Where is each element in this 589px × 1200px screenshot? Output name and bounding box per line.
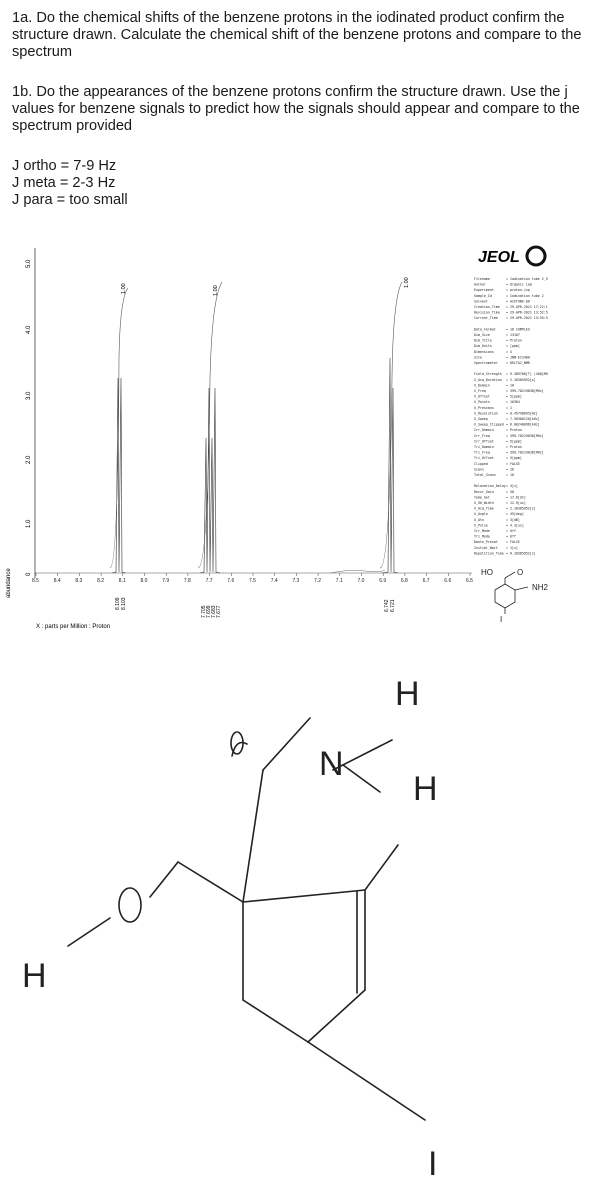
x-tick-label: 7.0 bbox=[357, 578, 365, 584]
metadata-value: = 1[s] bbox=[506, 545, 518, 550]
metadata-value: = 5[ppm] bbox=[506, 439, 522, 444]
metadata-value: = 16 bbox=[506, 473, 514, 477]
peak-label: 8.109 bbox=[115, 597, 121, 610]
metadata-key: X_Resolution bbox=[474, 411, 498, 416]
y-tick: 5.0 bbox=[26, 259, 32, 268]
metadata-value: = FALSE bbox=[506, 461, 520, 466]
metadata-value: = Organic Lab bbox=[506, 282, 532, 287]
x-tick-label: 6.9 bbox=[379, 578, 387, 584]
metadata-key: Irr_Offset bbox=[474, 439, 494, 444]
nmr-spectrum bbox=[0, 238, 589, 648]
metadata-value: = FALSE bbox=[506, 540, 520, 545]
x-tick-label: 7.8 bbox=[183, 578, 191, 584]
x-tick-label: 6.5 bbox=[466, 578, 473, 584]
metadata-key: X_Offset bbox=[474, 394, 490, 399]
metadata-value: = ACETONE-D6 bbox=[506, 299, 530, 304]
metadata-value: = 1 bbox=[506, 405, 512, 410]
metadata-value: = 29-APR-2021 17:22:1 bbox=[506, 305, 548, 309]
metadata-key: Field_Strength bbox=[474, 372, 502, 377]
metadata-value: = Iodination tube 2_9 bbox=[506, 277, 548, 281]
x-tick-label: 8.5 bbox=[32, 578, 39, 584]
metadata-key: Total_Scans bbox=[474, 473, 496, 477]
peak-label: 6.742 bbox=[384, 599, 390, 612]
metadata-value: = 17.6[dC] bbox=[506, 495, 526, 500]
peak-doublet-left bbox=[112, 378, 126, 573]
x-tick-label: 6.6 bbox=[444, 578, 452, 584]
metadata-value: = Iodination tube 2 bbox=[506, 293, 544, 298]
metadata-value: = 5[ppm] bbox=[506, 394, 522, 399]
metadata-key: X_Sweep_Clipped bbox=[474, 422, 504, 427]
x-tick-label: 8.2 bbox=[97, 578, 105, 584]
metadata-key: Spectrometer bbox=[474, 361, 498, 365]
jeol-logo bbox=[478, 247, 545, 266]
x-tick-label: 7.7 bbox=[205, 578, 213, 584]
metadata-key: X_Acq_Duration bbox=[474, 377, 502, 382]
integral-label: 1.00 bbox=[121, 283, 127, 294]
x-axis-label: X : parts per Million : Proton bbox=[36, 624, 111, 630]
metadata-value: = 45[deg] bbox=[506, 512, 524, 517]
question-1b-text: 1b. Do the appearances of the benzene protons confirm the structure drawn. Use the j values for benzene signals to predict how the signals should appear and compare to the spectrum provided bbox=[12, 84, 580, 134]
metadata-value: = JNM-ECS400 bbox=[506, 355, 530, 360]
metadata-key: Author bbox=[474, 282, 486, 287]
metadata-value: = 2.18365952[s] bbox=[506, 506, 536, 511]
metadata-value: = proton.jxp bbox=[506, 288, 530, 293]
y-tick: 4.0 bbox=[26, 325, 32, 334]
y-tick: 3.0 bbox=[26, 391, 32, 400]
metadata-value: = Proton bbox=[506, 428, 522, 433]
metadata-key: Data_Format bbox=[474, 327, 496, 332]
metadata-key: Temp_Get bbox=[474, 495, 490, 500]
x-tick-label: 7.2 bbox=[314, 578, 322, 584]
question-1a-text: 1a. Do the chemical shifts of the benzene protons in the iodinated product confirm the structure drawn. Calculate the chemical shift of the benzene protons and compare to the spectrum bbox=[12, 10, 582, 60]
metadata-key: Dimensions bbox=[474, 349, 494, 354]
metadata-value: = 3[dB] bbox=[506, 517, 520, 522]
inset-label-i: I bbox=[500, 615, 503, 624]
question-1b bbox=[12, 84, 582, 135]
metadata-value: = 16 bbox=[506, 467, 514, 472]
metadata-key: X_Sweep bbox=[474, 417, 488, 421]
x-tick-label: 6.8 bbox=[400, 578, 408, 584]
metadata-key: Relaxation_Delay bbox=[474, 484, 506, 489]
peak-label: 8.103 bbox=[121, 597, 127, 610]
metadata-key: X_Freq bbox=[474, 389, 486, 393]
integral-label: 1.00 bbox=[404, 277, 410, 288]
metadata-value: = 29-APR-2021 13:52:5 bbox=[506, 310, 548, 315]
y-tick: 2.0 bbox=[26, 455, 32, 464]
metadata-key: Sample_Id bbox=[474, 293, 492, 298]
drawing-n: N bbox=[319, 745, 344, 783]
metadata-key: X_Acq_Time bbox=[474, 506, 494, 511]
y-axis-label: abundance bbox=[6, 568, 12, 598]
x-tick-label: 7.1 bbox=[335, 578, 343, 584]
y-tick: 1.0 bbox=[26, 519, 32, 528]
metadata-key: X_Atn bbox=[474, 517, 484, 522]
integrals bbox=[110, 277, 410, 568]
metadata-key: Irr_Freq bbox=[474, 433, 490, 438]
metadata-key: X_Domain bbox=[474, 383, 490, 388]
metadata-key: Irr_Mode bbox=[474, 529, 490, 533]
jeol-brand: JEOL bbox=[478, 249, 520, 266]
x-tick-label: 7.9 bbox=[162, 578, 170, 584]
metadata-key: Tri_Offset bbox=[474, 456, 494, 461]
metadata-value: = 50 bbox=[506, 489, 514, 494]
metadata-value: = 13107 bbox=[506, 333, 520, 337]
metadata-value: = 16384 bbox=[506, 400, 520, 405]
metadata-key: Irr_Domain bbox=[474, 428, 494, 433]
metadata-value: = 4[s] bbox=[506, 484, 518, 489]
metadata-key: Dim_Title bbox=[474, 338, 492, 343]
metadata-key: Creation_Time bbox=[474, 305, 500, 309]
x-tick-label: 7.3 bbox=[292, 578, 300, 584]
j-meta: J meta = 2-3 Hz bbox=[12, 175, 116, 191]
drawing-h-right: H bbox=[413, 770, 438, 808]
inset-label-o: O bbox=[517, 568, 524, 577]
hand-drawn-structure bbox=[0, 650, 589, 1200]
metadata-key: X_Angle bbox=[474, 512, 488, 517]
metadata-key: Dim_Units bbox=[474, 344, 492, 349]
x-ticks bbox=[32, 573, 473, 584]
metadata-value: = 1H bbox=[506, 383, 514, 388]
x-tick-label: 7.4 bbox=[270, 578, 278, 584]
x-tick-label: 7.5 bbox=[249, 578, 256, 584]
metadata-block bbox=[474, 277, 548, 555]
metadata-value: = [ppm] bbox=[506, 344, 520, 349]
metadata-key: Experiment bbox=[474, 288, 494, 293]
metadata-key: Repetition_Time bbox=[474, 551, 504, 556]
metadata-key: X_Prescans bbox=[474, 405, 494, 410]
metadata-key: Filename bbox=[474, 277, 490, 281]
metadata-value: = X bbox=[506, 349, 512, 354]
metadata-key: Tri_Domain bbox=[474, 445, 494, 449]
x-tick-label: 7.6 bbox=[227, 578, 235, 584]
metadata-value: = 2.18365952[s] bbox=[506, 377, 536, 382]
metadata-key: Current_Time bbox=[474, 316, 498, 321]
inset-structure bbox=[495, 572, 528, 614]
y-tick: 0 bbox=[26, 572, 32, 576]
metadata-value: = Proton bbox=[506, 338, 522, 343]
metadata-key: Recvr_Gain bbox=[474, 489, 494, 494]
metadata-value: = 5[ppm] bbox=[506, 456, 522, 461]
metadata-value: = 1D COMPLEX bbox=[506, 327, 530, 332]
x-tick-label: 6.7 bbox=[422, 578, 430, 584]
metadata-key: Solvent bbox=[474, 299, 488, 304]
metadata-key: X_90_Width bbox=[474, 501, 494, 505]
metadata-value: = 399.78219838[MHz] bbox=[506, 433, 544, 438]
x-tick-label: 8.4 bbox=[53, 578, 61, 584]
peak-dd-middle bbox=[200, 388, 220, 573]
metadata-value: = DELTA2_NMR bbox=[506, 361, 530, 365]
inset-label-ho: HO bbox=[481, 568, 493, 577]
metadata-value: = 6.18365952[s] bbox=[506, 551, 536, 556]
metadata-key: Tri_Freq bbox=[474, 450, 490, 455]
metadata-key: Dim_Size bbox=[474, 333, 490, 337]
metadata-value: = 4.3[us] bbox=[506, 523, 524, 528]
y-ticks bbox=[26, 259, 32, 576]
metadata-key: Site bbox=[474, 355, 482, 360]
drawing-h-top: H bbox=[395, 675, 420, 713]
metadata-value: = Off bbox=[506, 534, 516, 539]
metadata-value: = 12.9[us] bbox=[506, 501, 526, 505]
metadata-value: = 399.78219838[MHz] bbox=[506, 389, 544, 393]
metadata-key: Clipped bbox=[474, 461, 488, 466]
x-tick-label: 8.0 bbox=[140, 578, 148, 584]
question-1a bbox=[12, 10, 582, 61]
metadata-value: = 9.389766[T] (400[MH bbox=[506, 372, 548, 377]
peak-label: 7.699 bbox=[206, 605, 212, 618]
peak-label: 7.705 bbox=[201, 605, 207, 618]
x-tick-label: 8.3 bbox=[75, 578, 83, 584]
metadata-value: = 6.00240096[kHz] bbox=[506, 422, 540, 427]
metadata-key: X_Pulse bbox=[474, 523, 488, 528]
metadata-key: Initial_Wait bbox=[474, 545, 498, 550]
peak-label: 6.721 bbox=[390, 599, 396, 612]
j-para: J para = too small bbox=[12, 192, 128, 208]
metadata-value: = 7.50300120[kHz] bbox=[506, 417, 540, 421]
metadata-value: = 29-APR-2021 13:55:5 bbox=[506, 316, 548, 321]
peak-label: 7.677 bbox=[216, 605, 222, 618]
x-tick-label: 8.1 bbox=[118, 578, 126, 584]
metadata-key: Scans bbox=[474, 467, 484, 472]
metadata-key: Dante_Presat bbox=[474, 540, 498, 545]
metadata-key: Revision_Time bbox=[474, 310, 500, 315]
metadata-value: = 0.45798695[Hz] bbox=[506, 411, 538, 416]
drawing-i: I bbox=[428, 1145, 438, 1183]
peak-label: 7.683 bbox=[211, 605, 217, 618]
metadata-value: = Proton bbox=[506, 445, 522, 449]
metadata-key: Tri_Mode bbox=[474, 534, 490, 539]
metadata-value: = Off bbox=[506, 529, 516, 533]
metadata-value: = 399.78219838[MHz] bbox=[506, 450, 544, 455]
peak-doublet-right bbox=[382, 358, 398, 573]
metadata-key: X_Points bbox=[474, 400, 490, 405]
peak-labels bbox=[115, 597, 396, 618]
drawing-h-left: H bbox=[22, 957, 47, 995]
integral-label: 1.00 bbox=[213, 285, 219, 296]
j-ortho: J ortho = 7-9 Hz bbox=[12, 158, 117, 174]
j-values bbox=[12, 158, 582, 209]
inset-label-nh2: NH2 bbox=[532, 583, 549, 592]
